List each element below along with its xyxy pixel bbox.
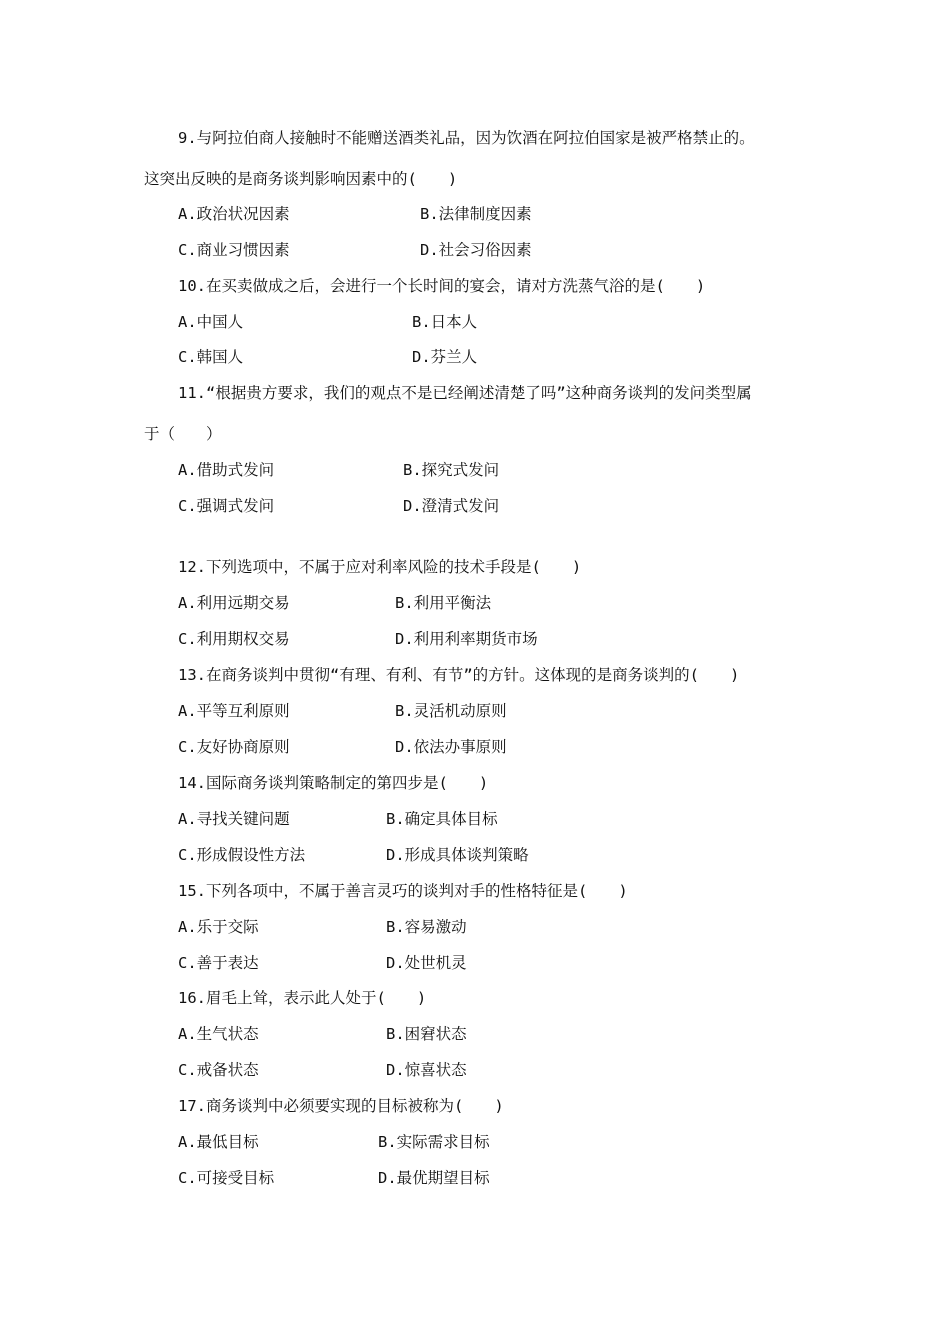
question-15-stem: 15.下列各项中，不属于善言灵巧的谈判对手的性格特征是( ) (178, 882, 628, 900)
question-9-stem: 9.与阿拉伯商人接触时不能赠送酒类礼品，因为饮酒在阿拉伯国家是被严格禁止的。 (178, 129, 755, 147)
question-16-option-c: C.戒备状态 (178, 1061, 259, 1079)
question-15-option-d: D.处世机灵 (386, 954, 467, 972)
question-12-option-b: B.利用平衡法 (395, 594, 492, 612)
question-17-option-c: C.可接受目标 (178, 1169, 275, 1187)
question-10-option-d: D.芬兰人 (412, 348, 478, 366)
question-16-option-d: D.惊喜状态 (386, 1061, 467, 1079)
question-12-option-c: C.利用期权交易 (178, 630, 290, 648)
question-13-stem: 13.在商务谈判中贯彻“有理、有利、有节”的方针。这体现的是商务谈判的( ) (178, 666, 740, 684)
question-10-option-b: B.日本人 (412, 313, 478, 331)
question-13-option-d: D.依法办事原则 (395, 738, 507, 756)
question-12-option-a: A.利用远期交易 (178, 594, 290, 612)
question-17-option-a: A.最低目标 (178, 1133, 259, 1151)
question-10-option-c: C.韩国人 (178, 348, 244, 366)
question-10-stem: 10.在买卖做成之后，会进行一个长时间的宴会，请对方洗蒸气浴的是( ) (178, 277, 706, 295)
question-17-option-b: B.实际需求目标 (378, 1133, 490, 1151)
question-16-option-b: B.困窘状态 (386, 1025, 467, 1043)
question-9-option-d: D.社会习俗因素 (420, 241, 532, 259)
question-15-option-b: B.容易激动 (386, 918, 467, 936)
question-16-stem: 16.眉毛上耸，表示此人处于( ) (178, 989, 427, 1007)
question-13-option-c: C.友好协商原则 (178, 738, 290, 756)
question-11-option-b: B.探究式发问 (403, 461, 500, 479)
question-14-option-a: A.寻找关键问题 (178, 810, 290, 828)
question-13-option-a: A.平等互利原则 (178, 702, 290, 720)
question-14-option-c: C.形成假设性方法 (178, 846, 306, 864)
question-17-stem: 17.商务谈判中必须要实现的目标被称为( ) (178, 1097, 504, 1115)
question-11-option-a: A.借助式发问 (178, 461, 275, 479)
question-9-stem-continued: 这突出反映的是商务谈判影响因素中的( ) (144, 170, 458, 188)
question-11-option-c: C.强调式发问 (178, 497, 275, 515)
question-9-option-b: B.法律制度因素 (420, 205, 532, 223)
question-11-stem-continued: 于（ ） (144, 425, 222, 443)
question-11-stem: 11.“根据贵方要求，我们的观点不是已经阐述清楚了吗”这种商务谈判的发问类型属 (178, 384, 752, 402)
question-14-option-b: B.确定具体目标 (386, 810, 498, 828)
question-9-option-a: A.政治状况因素 (178, 205, 290, 223)
question-16-option-a: A.生气状态 (178, 1025, 259, 1043)
question-14-stem: 14.国际商务谈判策略制定的第四步是( ) (178, 774, 489, 792)
question-10-option-a: A.中国人 (178, 313, 244, 331)
question-17-option-d: D.最优期望目标 (378, 1169, 490, 1187)
question-9-option-c: C.商业习惯因素 (178, 241, 290, 259)
question-15-option-c: C.善于表达 (178, 954, 259, 972)
question-12-option-d: D.利用利率期货市场 (395, 630, 538, 648)
question-15-option-a: A.乐于交际 (178, 918, 259, 936)
question-14-option-d: D.形成具体谈判策略 (386, 846, 529, 864)
question-11-option-d: D.澄清式发问 (403, 497, 500, 515)
question-12-stem: 12.下列选项中，不属于应对利率风险的技术手段是( ) (178, 558, 582, 576)
question-13-option-b: B.灵活机动原则 (395, 702, 507, 720)
